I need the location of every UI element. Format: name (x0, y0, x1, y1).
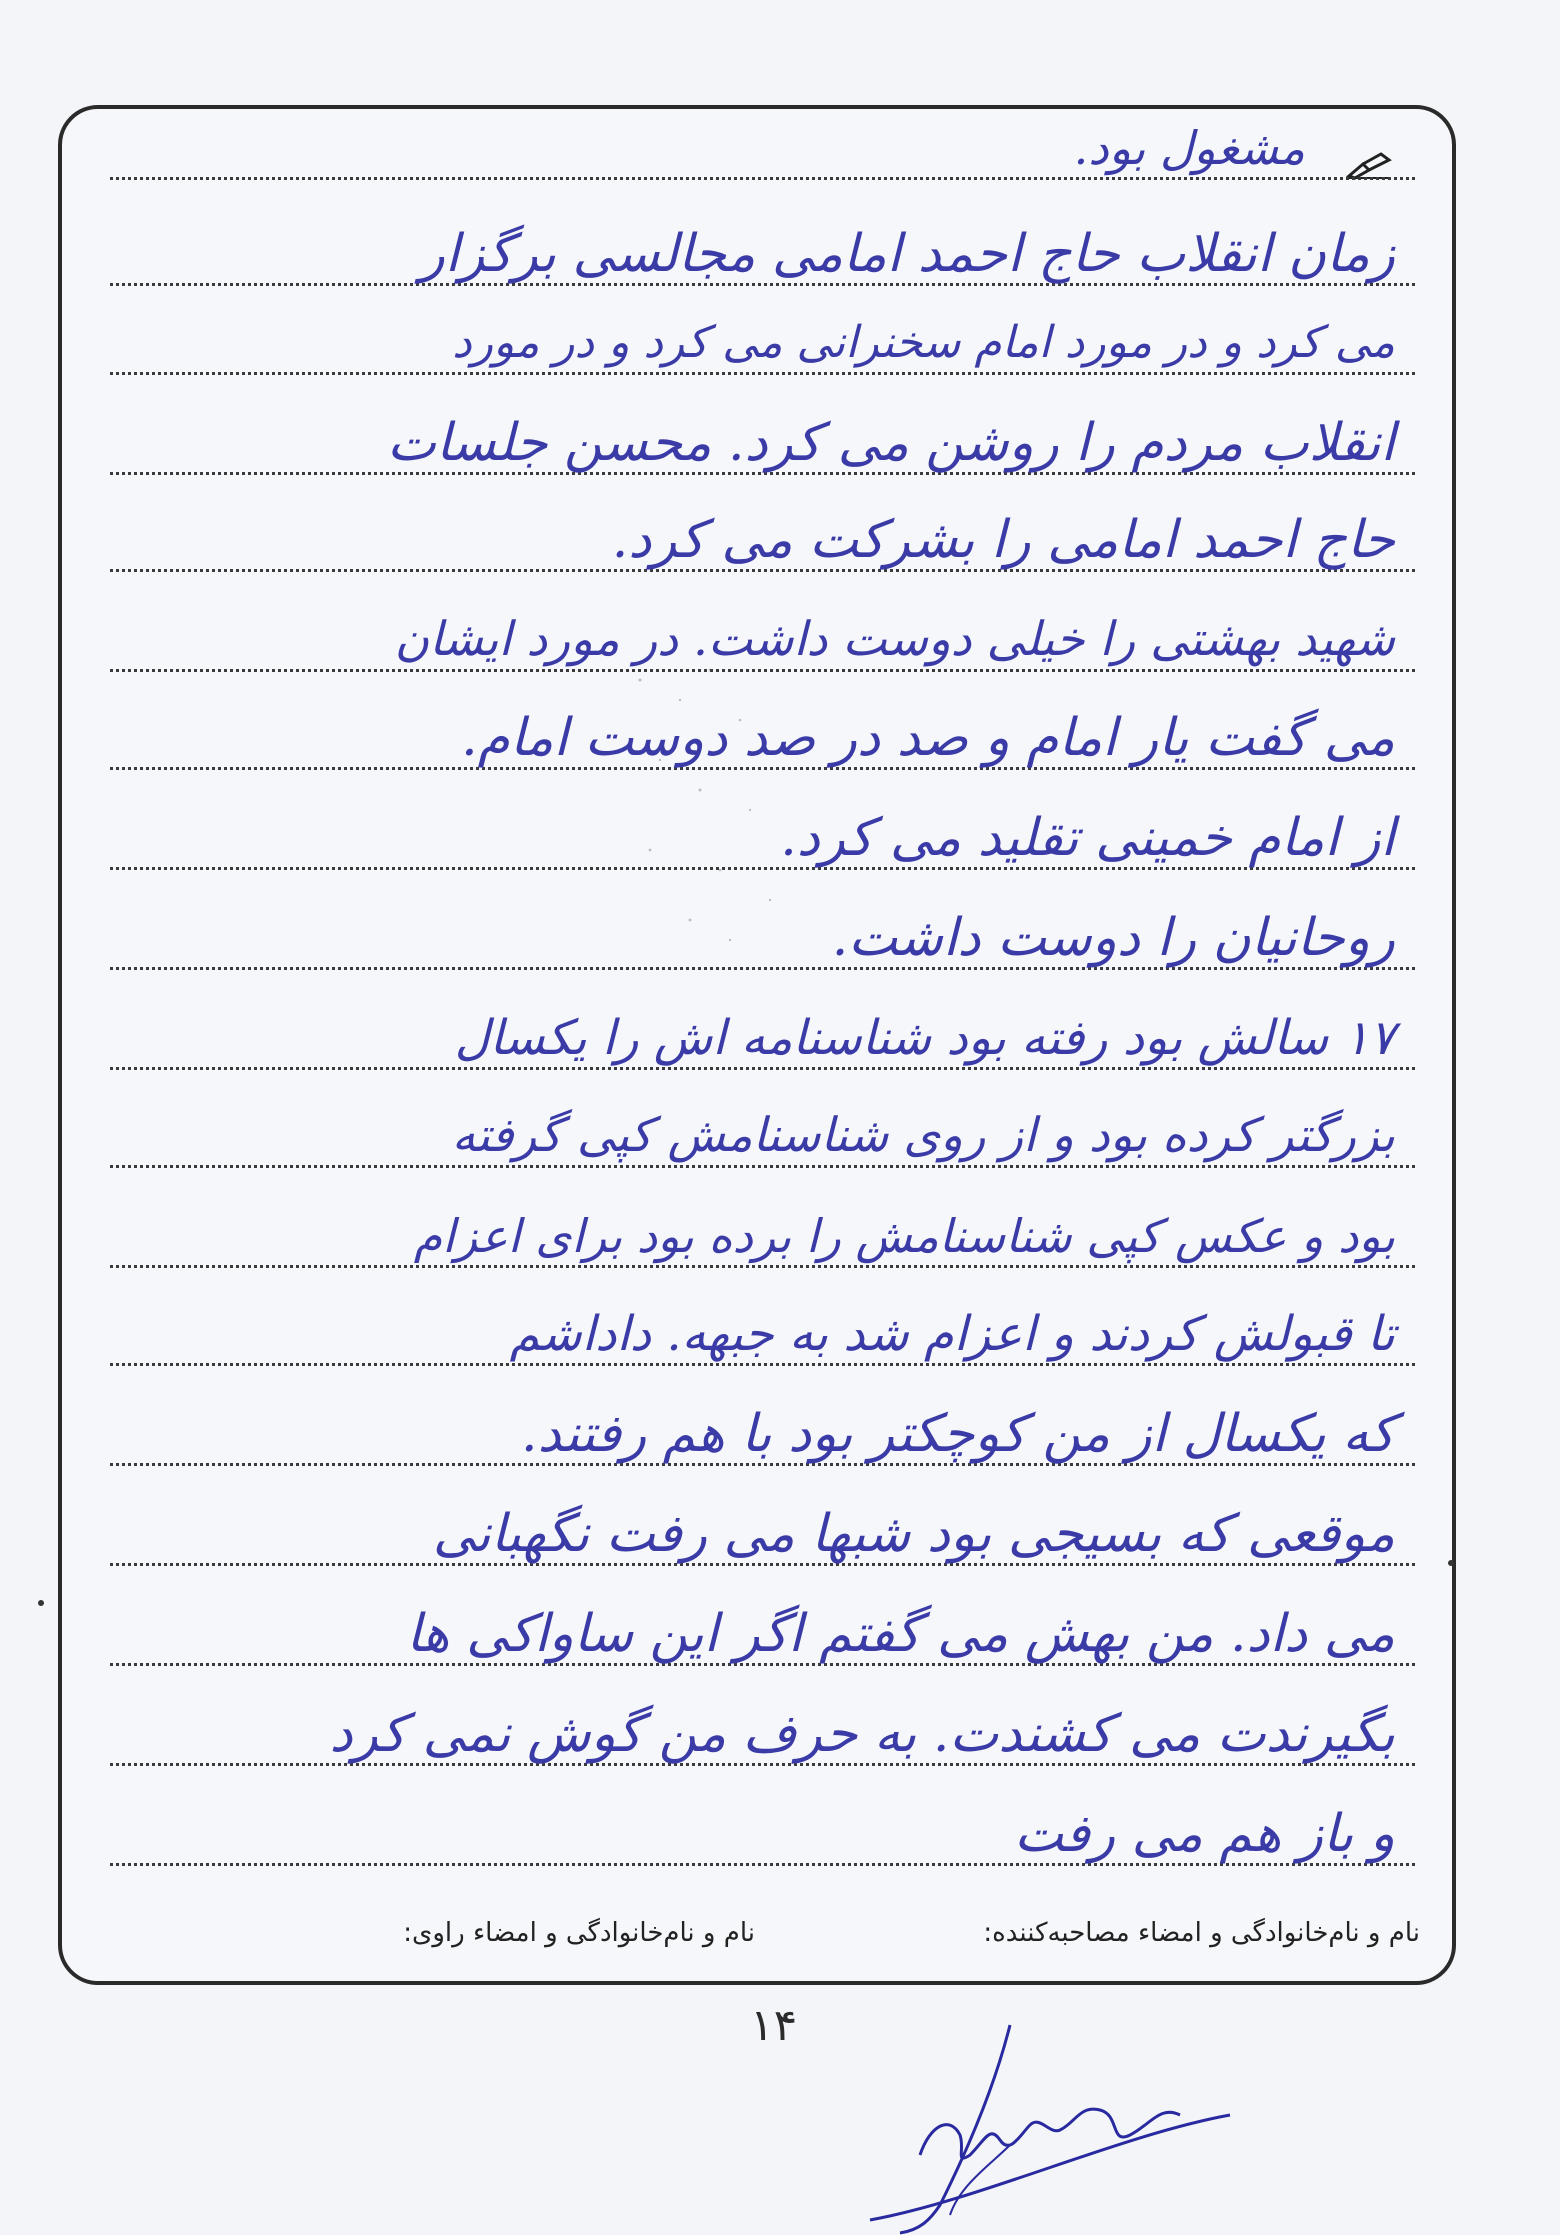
handwritten-line: می داد. من بهش می گفتم اگر این ساواکی ها (406, 1604, 1395, 1664)
handwritten-line: روحانیان را دوست داشت. (831, 908, 1395, 968)
handwritten-line: بگیرندت می کشندت. به حرف من گوش نمی کرد (329, 1704, 1395, 1764)
handwritten-line: که یکسال از من کوچکتر بود با هم رفتند. (521, 1404, 1395, 1464)
header-continuation-text: مشغول بود. (1073, 121, 1305, 175)
handwritten-line: از امام خمینی تقلید می کرد. (780, 808, 1395, 868)
text-line (110, 1010, 1415, 1070)
text-line (110, 1108, 1415, 1168)
text-line (110, 1506, 1415, 1566)
handwritten-line: حاج احمد امامی را بشرکت می کرد. (611, 510, 1395, 570)
handwritten-line: بزرگتر کرده بود و از روی شناسنامش کپی گرفته (451, 1108, 1395, 1163)
handwritten-line: شهید بهشتی را خیلی دوست داشت. در مورد ایشان (394, 612, 1395, 667)
text-line (110, 1806, 1415, 1866)
page-number: ۱۴ (750, 2000, 798, 2051)
scan-speckle (620, 650, 800, 950)
handwritten-line: ۱۷ سالش بود رفته بود شناسنامه اش را یکسال (454, 1010, 1395, 1066)
text-line (110, 226, 1415, 286)
text-line (110, 1606, 1415, 1666)
handwritten-line: موقعی که بسیجی بود شبها می رفت نگهبانی (432, 1504, 1395, 1564)
handwritten-line: می گفت یار امام و صد در صد دوست امام. (461, 708, 1395, 768)
text-line (110, 315, 1415, 375)
handwritten-line: و باز هم می رفت (1014, 1804, 1395, 1864)
handwritten-line: انقلاب مردم را روشن می کرد. محسن جلسات (386, 413, 1395, 473)
margin-mark (38, 1600, 44, 1606)
handwritten-line: زمان انقلاب حاج احمد امامی مجالسی برگزار (419, 224, 1395, 284)
text-line (110, 512, 1415, 572)
handwritten-line: می کرد و در مورد امام سخنرانی می کرد و در مورد (452, 317, 1395, 368)
header-line (110, 120, 1415, 180)
handwritten-line: تا قبولش کردند و اعزام شد به جبهه. داداشم (509, 1306, 1395, 1362)
margin-mark (1448, 1560, 1454, 1566)
text-line (110, 1706, 1415, 1766)
text-line (110, 1208, 1415, 1268)
handwritten-signature (860, 2005, 1240, 2235)
text-line (110, 415, 1415, 475)
narrator-signature-label: نام و نام‌خانوادگی و امضاء راوی: (403, 1918, 755, 1948)
handwritten-line: بود و عکس کپی شناسنامش را برده بود برای اعزام (413, 1209, 1395, 1263)
text-line (110, 1406, 1415, 1466)
interviewer-signature-label: نام و نام‌خانوادگی و امضاء مصاحبه‌کننده: (983, 1918, 1420, 1948)
text-line (110, 1306, 1415, 1366)
